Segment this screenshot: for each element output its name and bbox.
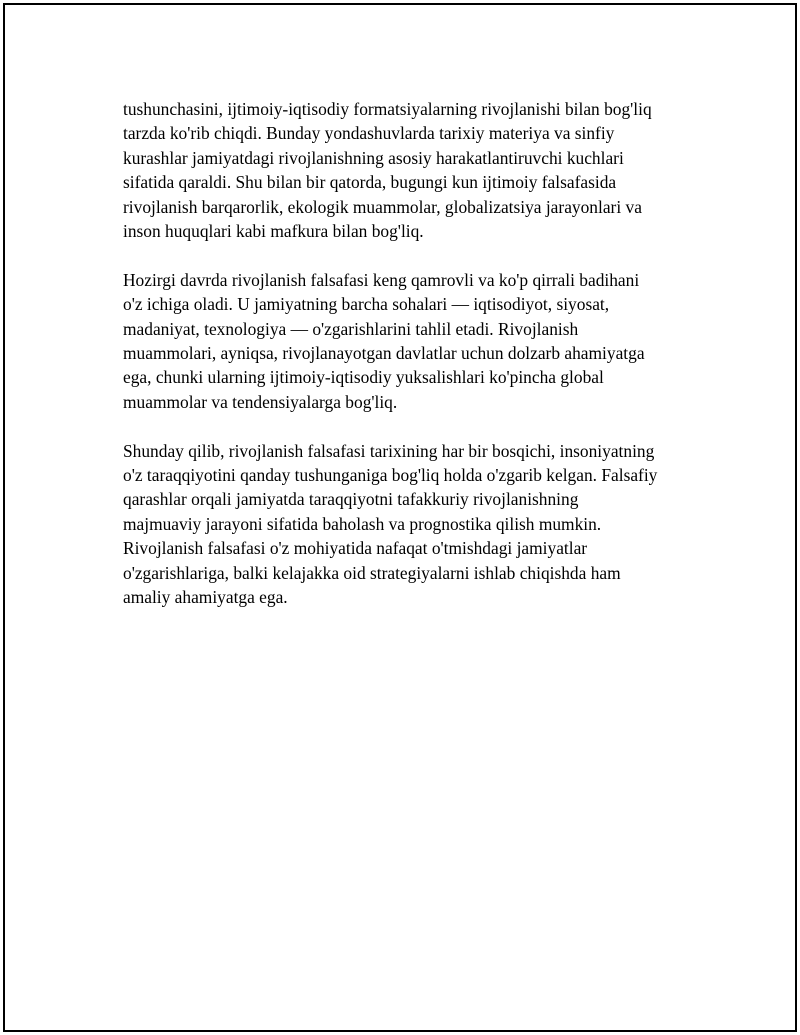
text-line: qarashlar orqali jamiyatda taraqqiyotni tafakkuriy rivojlanishning — [123, 489, 579, 510]
text-line: o'z ichiga oladi. U jamiyatning barcha sohalari — iqtisodiyot, siyosat, — [123, 294, 610, 315]
text-line: kurashlar jamiyatdagi rivojlanishning asosiy harakatlantiruvchi kuchlari — [123, 147, 624, 168]
body-text — [123, 97, 703, 634]
text-line: Rivojlanish falsafasi o'z mohiyatida nafaqat o'tmishdagi jamiyatlar — [123, 538, 588, 559]
text-line: tarzda ko'rib chiqdi. Bunday yondashuvlarda tarixiy materiya va sinfiy — [123, 123, 615, 144]
paragraph-2 — [123, 268, 703, 414]
text-line: majmuaviy jarayoni sifatida baholash va prognostika qilish mumkin. — [123, 513, 602, 534]
page-frame — [3, 3, 797, 1032]
text-line: tushunchasini, ijtimoiy-iqtisodiy formatsiyalarning rivojlanishi bilan bog'liq — [123, 99, 652, 119]
text-line: ega, chunki ularning ijtimoiy-iqtisodiy yuksalishlari ko'pincha global — [123, 367, 604, 388]
text-line: madaniyat, texnologiya — o'zgarishlarini tahlil etadi. Rivojlanish — [123, 318, 579, 339]
text-line: inson huquqlari kabi mafkura bilan bog'liq. — [123, 221, 424, 242]
text-line: muammolar va tendensiyalarga bog'liq. — [123, 391, 398, 412]
text-line: sifatida qaraldi. Shu bilan bir qatorda, bugungi kun ijtimoiy falsafasida — [123, 172, 617, 193]
text-line: rivojlanish barqarorlik, ekologik muammolar, globalizatsiya jarayonlari va — [123, 196, 642, 217]
text-line: o'z taraqqiyotini qanday tushunganiga bog'liq holda o'zgarib kelgan. Falsafiy — [123, 465, 658, 486]
paragraph-3 — [123, 439, 703, 610]
paragraph-1 — [123, 97, 703, 243]
text-line: muammolari, ayniqsa, rivojlanayotgan davlatlar uchun dolzarb ahamiyatga — [123, 343, 645, 364]
text-line: amaliy ahamiyatga ega. — [123, 587, 288, 608]
text-line: Shunday qilib, rivojlanish falsafasi tarixining har bir bosqichi, insoniyatning — [123, 440, 655, 461]
text-line: o'zgarishlariga, balki kelajakka oid strategiyalarni ishlab chiqishda ham — [123, 562, 621, 583]
text-line: Hozirgi davrda rivojlanish falsafasi keng qamrovli va ko'p qirrali badihani — [123, 269, 640, 290]
